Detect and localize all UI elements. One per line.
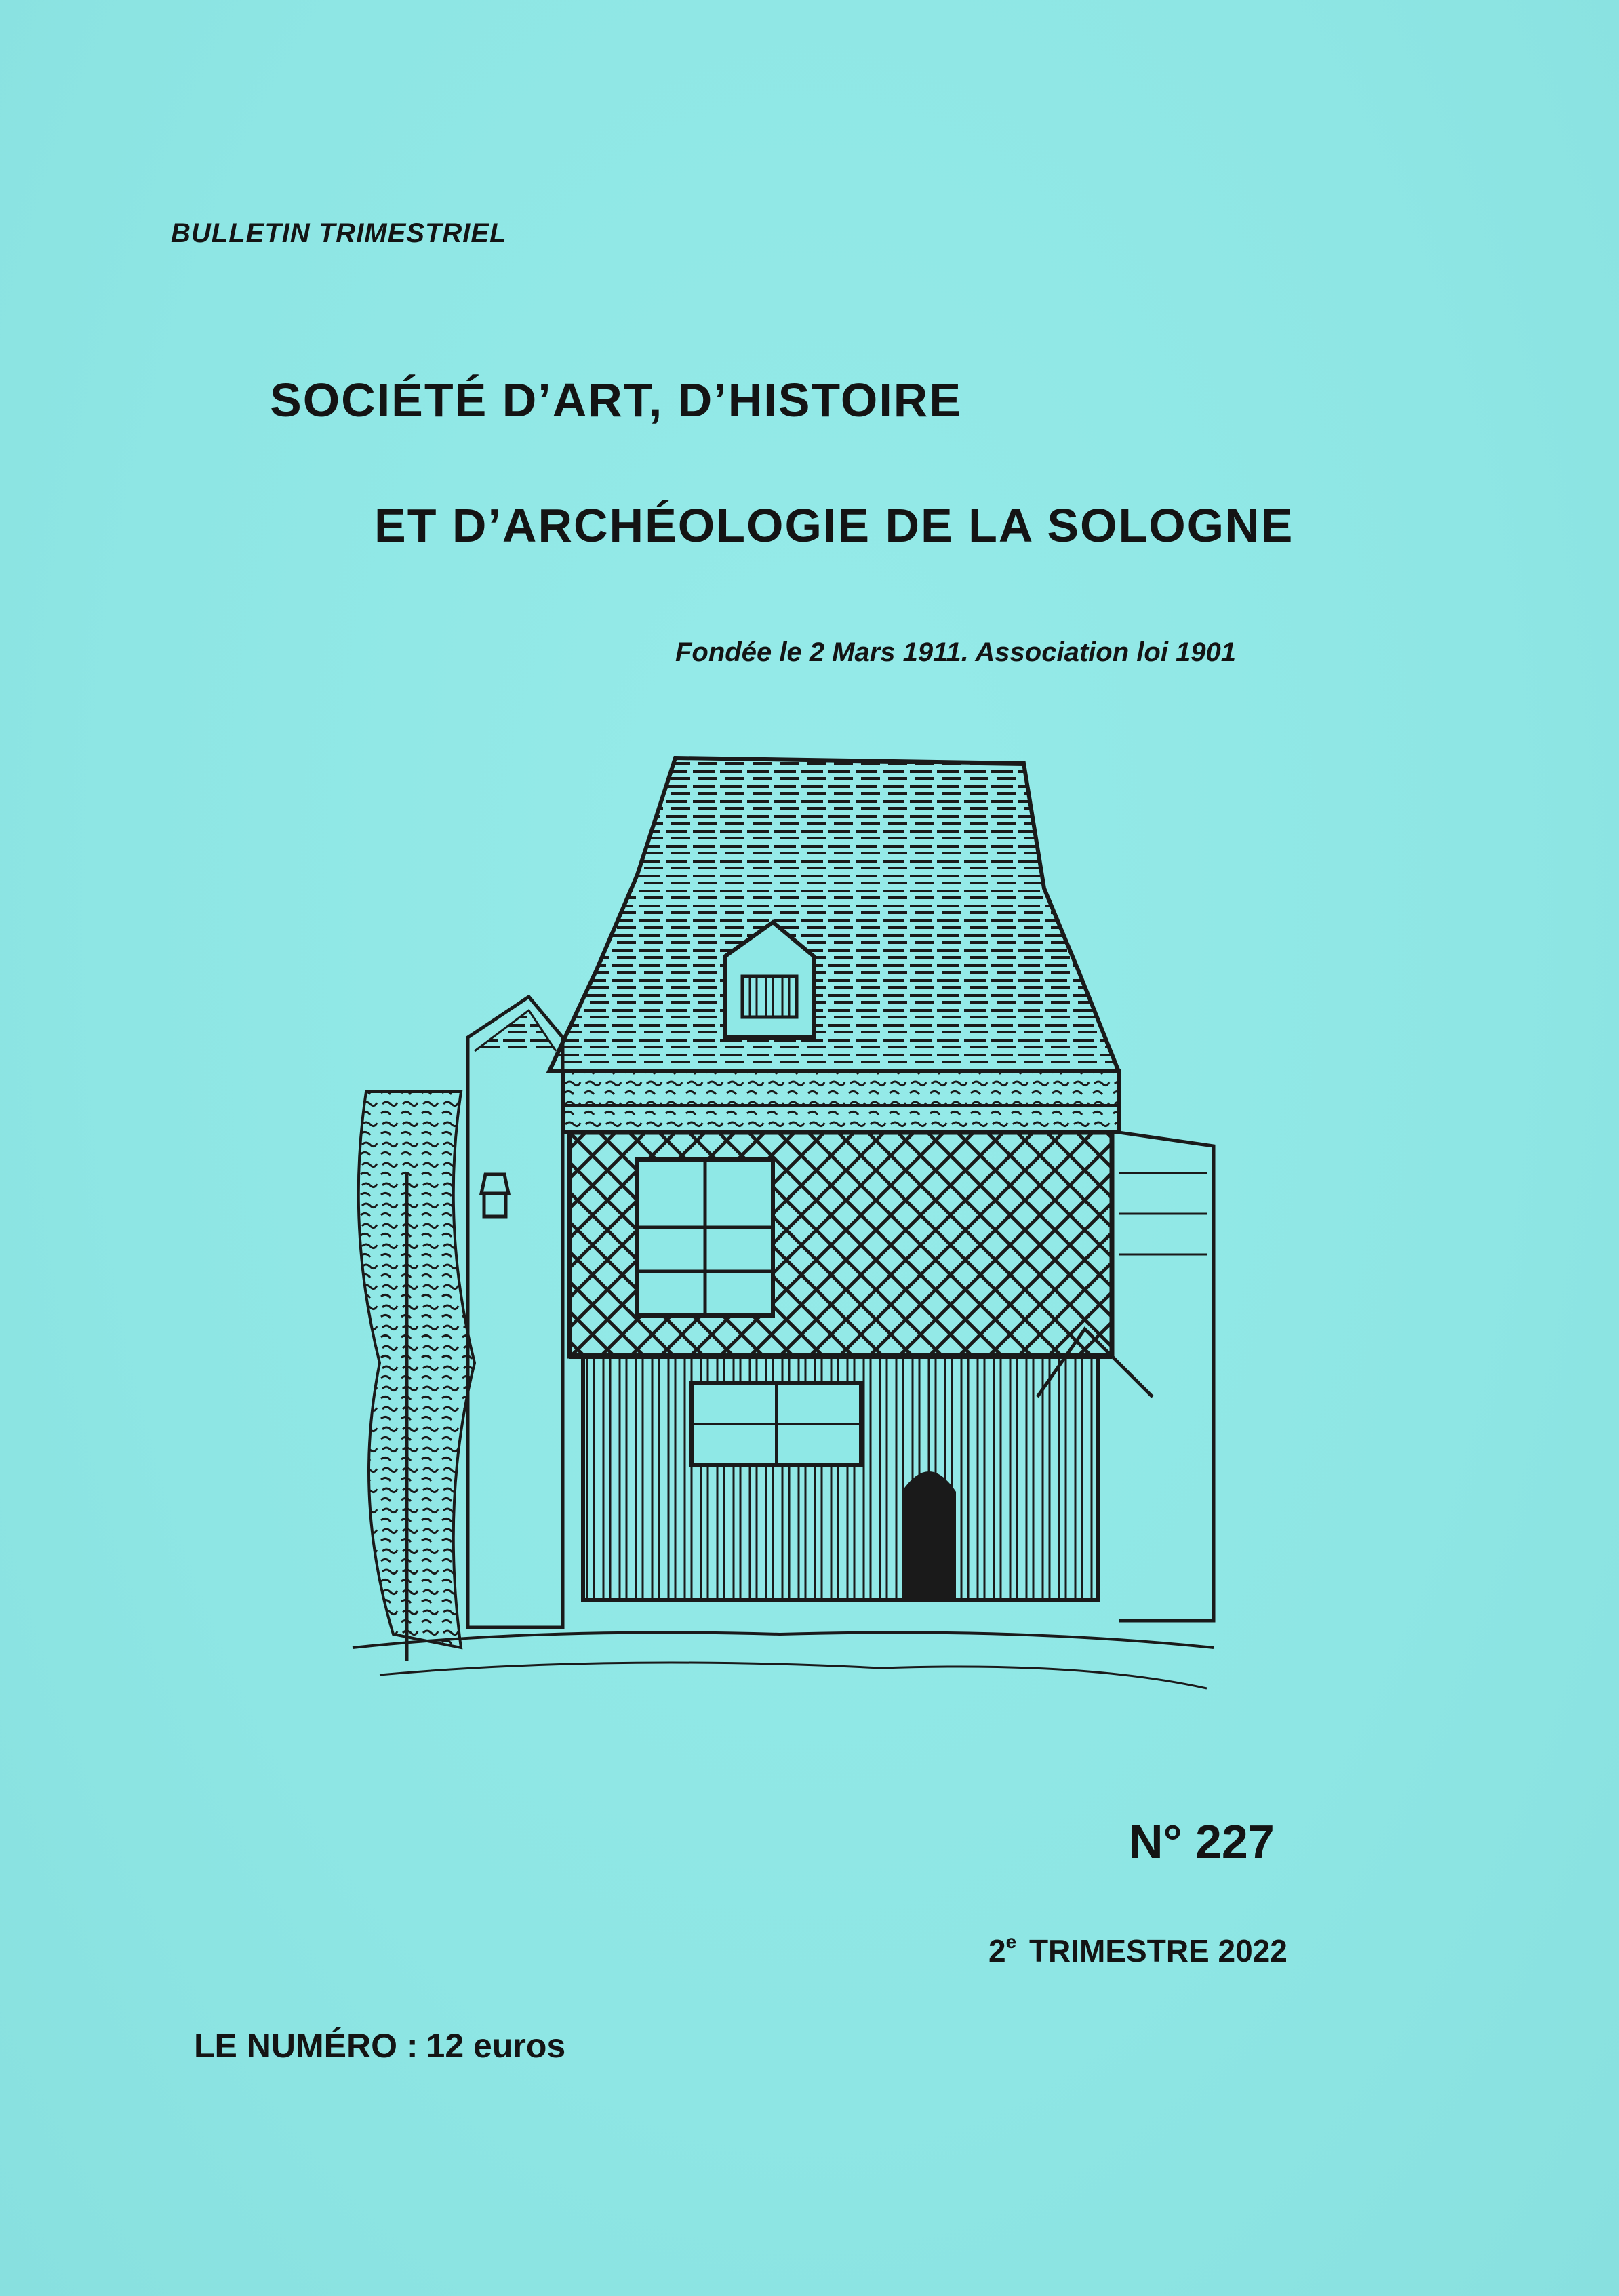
left-trees <box>359 1092 475 1661</box>
issue-prefix: N° <box>1129 1815 1182 1868</box>
timbered-first-floor <box>569 1132 1112 1356</box>
title-line-2: ET D’ARCHÉOLOGIE DE LA SOLOGNE <box>374 499 1294 552</box>
issue-number <box>1129 1815 1275 1869</box>
price-line <box>194 2026 565 2065</box>
title-line-1: SOCIÉTÉ D’ART, D’HISTOIRE <box>270 374 963 427</box>
upper-gallery <box>563 1071 1119 1132</box>
street <box>353 1633 1214 1689</box>
period-ordinal: e <box>1005 1931 1017 1952</box>
price-value: 12 euros <box>426 2027 566 2065</box>
issue-period <box>988 1931 1287 1969</box>
issue-value: 227 <box>1195 1815 1275 1868</box>
ground-floor <box>583 1356 1098 1600</box>
price-label: LE NUMÉRO : <box>194 2027 418 2065</box>
lantern-icon <box>481 1174 508 1216</box>
roof <box>549 758 1119 1071</box>
period-number: 2 <box>988 1933 1006 1968</box>
bulletin-label: BULLETIN TRIMESTRIEL <box>171 218 507 248</box>
left-tower <box>468 997 563 1627</box>
founding-note: Fondée le 2 Mars 1911. Association loi 1901 <box>675 637 1237 667</box>
half-timbered-house-illustration <box>339 753 1220 1729</box>
period-label: TRIMESTRE 2022 <box>1028 1933 1287 1968</box>
